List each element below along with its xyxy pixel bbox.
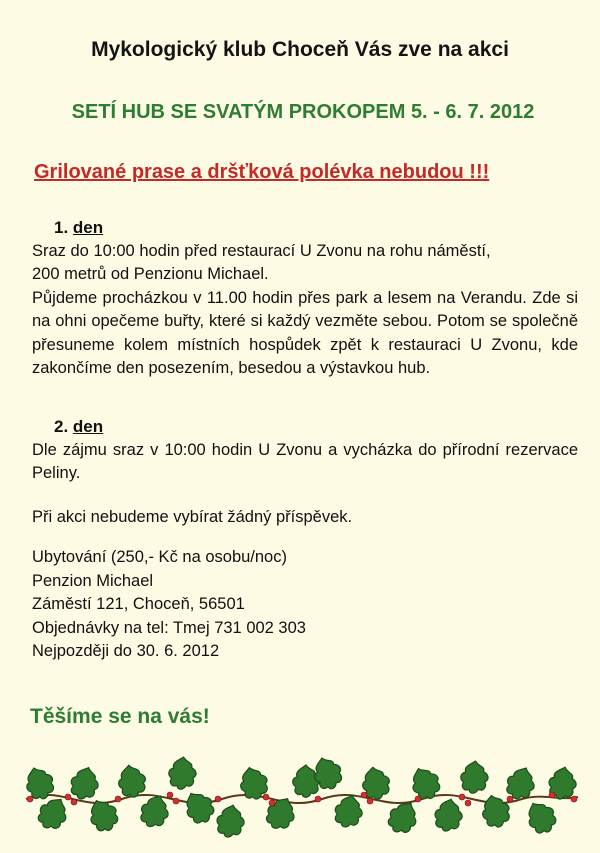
day2-paragraph: Dle zájmu sraz v 10:00 hodin U Zvonu a vycházka do přírodní rezervace Peliny. bbox=[32, 440, 578, 482]
day2-label: den bbox=[72, 417, 104, 436]
holly-leaf-icon bbox=[22, 755, 579, 839]
page-title: Mykologický klub Choceň Vás zve na akci bbox=[91, 38, 509, 61]
accommodation-deadline: Nejpozději do 30. 6. 2012 bbox=[32, 642, 220, 660]
accommodation-name: Penzion Michael bbox=[32, 571, 154, 590]
fee-section bbox=[32, 506, 578, 530]
notice-text: Grilované prase a dršťková polévka nebudou !!! bbox=[34, 161, 490, 183]
day1-label: den bbox=[72, 218, 104, 237]
day2-section bbox=[32, 415, 578, 486]
event-subtitle: SETÍ HUB SE SVATÝM PROKOPEM 5. - 6. 7. 2012 bbox=[71, 101, 535, 123]
fee-note: Při akci nebudeme vybírat žádný příspěvek. bbox=[32, 508, 353, 526]
holly-garland-icon bbox=[22, 755, 582, 845]
accommodation-section bbox=[32, 546, 578, 664]
day2-heading bbox=[54, 415, 578, 439]
day2-number: 2. bbox=[54, 417, 69, 436]
day1-section bbox=[32, 216, 578, 381]
accommodation-phone: Objednávky na tel: Tmej 731 002 303 bbox=[32, 618, 306, 637]
day1-number: 1. bbox=[54, 218, 69, 237]
accommodation-price: Ubytování (250,- Kč na osobu/noc) bbox=[32, 548, 287, 566]
accommodation-address: Záměstí 121, Choceň, 56501 bbox=[32, 595, 245, 613]
day1-line: 200 metrů od Penzionu Michael. bbox=[32, 265, 269, 283]
day1-line: Sraz do 10:00 hodin před restaurací U Zvonu na rohu náměstí, bbox=[32, 241, 491, 260]
day1-paragraph: Půjdeme procházkou v 11.00 hodin přes park a lesem na Verandu. Zde si na ohni opečeme buřty, které si každý vezměte sebou. Potom se společně přesuneme kolem místních hospůdek zpět k restauraci U Zvonu, kde zakončíme den posezením, besedou a výstavkou hub. bbox=[32, 288, 578, 377]
closing-text: Těšíme se na vás! bbox=[30, 705, 210, 728]
day1-heading bbox=[54, 216, 578, 240]
